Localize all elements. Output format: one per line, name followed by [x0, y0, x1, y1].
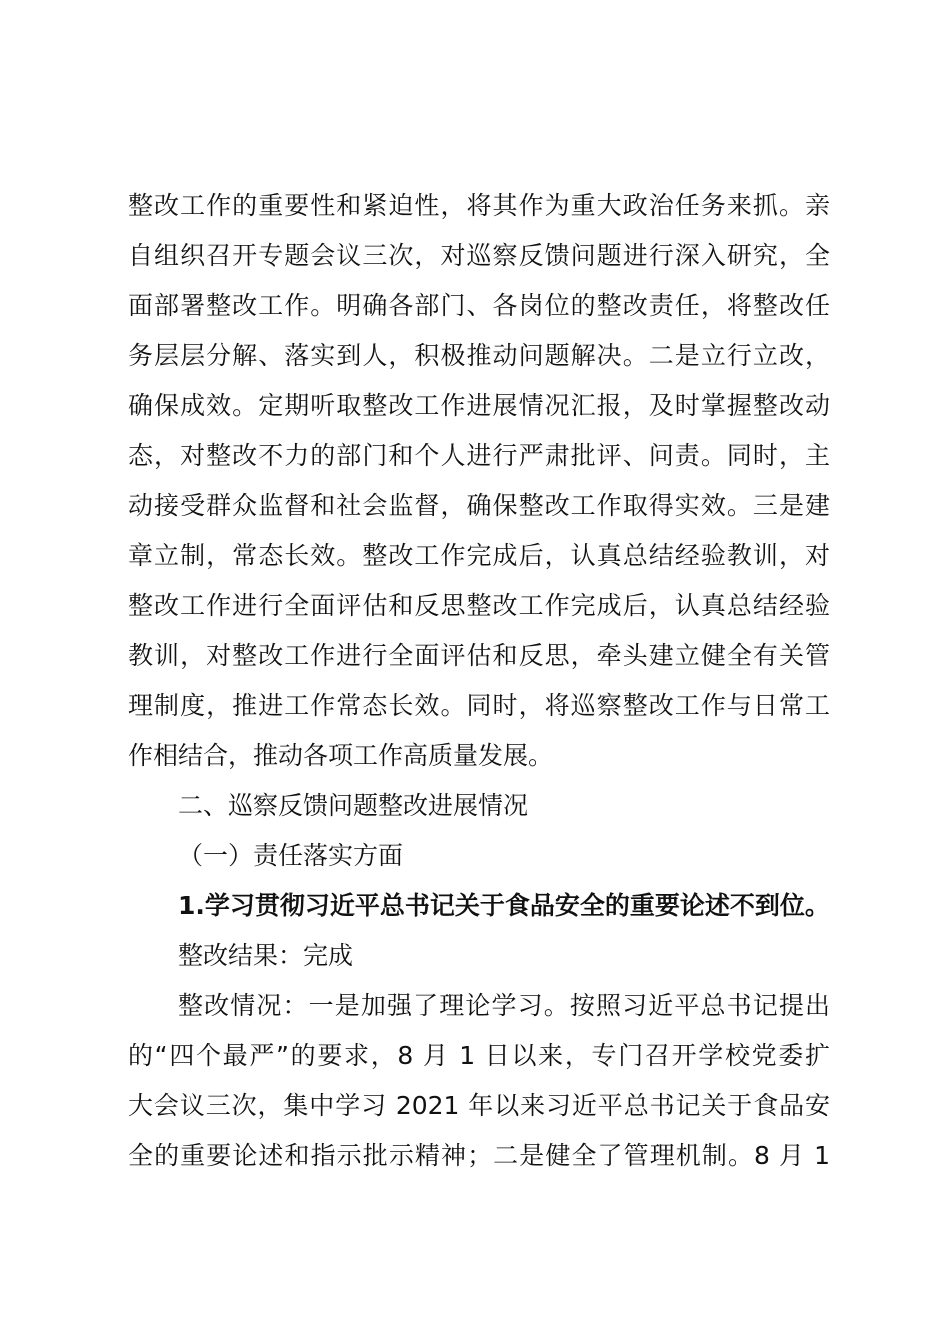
item-title: 1.学习贯彻习近平总书记关于食品安全的重要论述不到位。 — [178, 891, 830, 920]
body-line: 教训，对整改工作进行全面评估和反思，牵头建立健全有关管 — [128, 641, 830, 670]
body-line: 的“四个最严”的要求，8 月 1 日以来，专门召开学校党委扩 — [128, 1041, 830, 1070]
body-line: 态，对整改不力的部门和个人进行严肃批评、问责。同时，主 — [128, 441, 830, 470]
body-line: 整改工作进行全面评估和反思整改工作完成后，认真总结经验 — [128, 591, 830, 620]
item-result: 整改结果：完成 — [178, 941, 354, 970]
document-page — [128, 181, 830, 1181]
body-line: 整改工作的重要性和紧迫性，将其作为重大政治任务来抓。亲 — [128, 191, 830, 220]
body-line: 面部署整改工作。明确各部门、各岗位的整改责任，将整改任 — [128, 291, 830, 320]
body-line: 整改情况：一是加强了理论学习。按照习近平总书记提出 — [178, 991, 830, 1020]
section-heading: 二、巡察反馈问题整改进展情况 — [178, 791, 529, 820]
body-line: 动接受群众监督和社会监督，确保整改工作取得实效。三是建 — [128, 491, 830, 520]
body-line: 自组织召开专题会议三次，对巡察反馈问题进行深入研究，全 — [128, 241, 830, 270]
body-line: 务层层分解、落实到人，积极推动问题解决。二是立行立改， — [128, 341, 830, 370]
body-line: 确保成效。定期听取整改工作进展情况汇报，及时掌握整改动 — [128, 391, 830, 420]
body-line: 全的重要论述和指示批示精神；二是健全了管理机制。8 月 1 — [128, 1141, 830, 1170]
body-line: 作相结合，推动各项工作高质量发展。 — [128, 741, 554, 770]
body-line: 大会议三次，集中学习 2021 年以来习近平总书记关于食品安 — [128, 1091, 830, 1120]
subsection-heading: （一）责任落实方面 — [178, 841, 404, 870]
body-line: 章立制，常态长效。整改工作完成后，认真总结经验教训，对 — [128, 541, 830, 570]
body-line: 理制度，推进工作常态长效。同时，将巡察整改工作与日常工 — [128, 691, 830, 720]
